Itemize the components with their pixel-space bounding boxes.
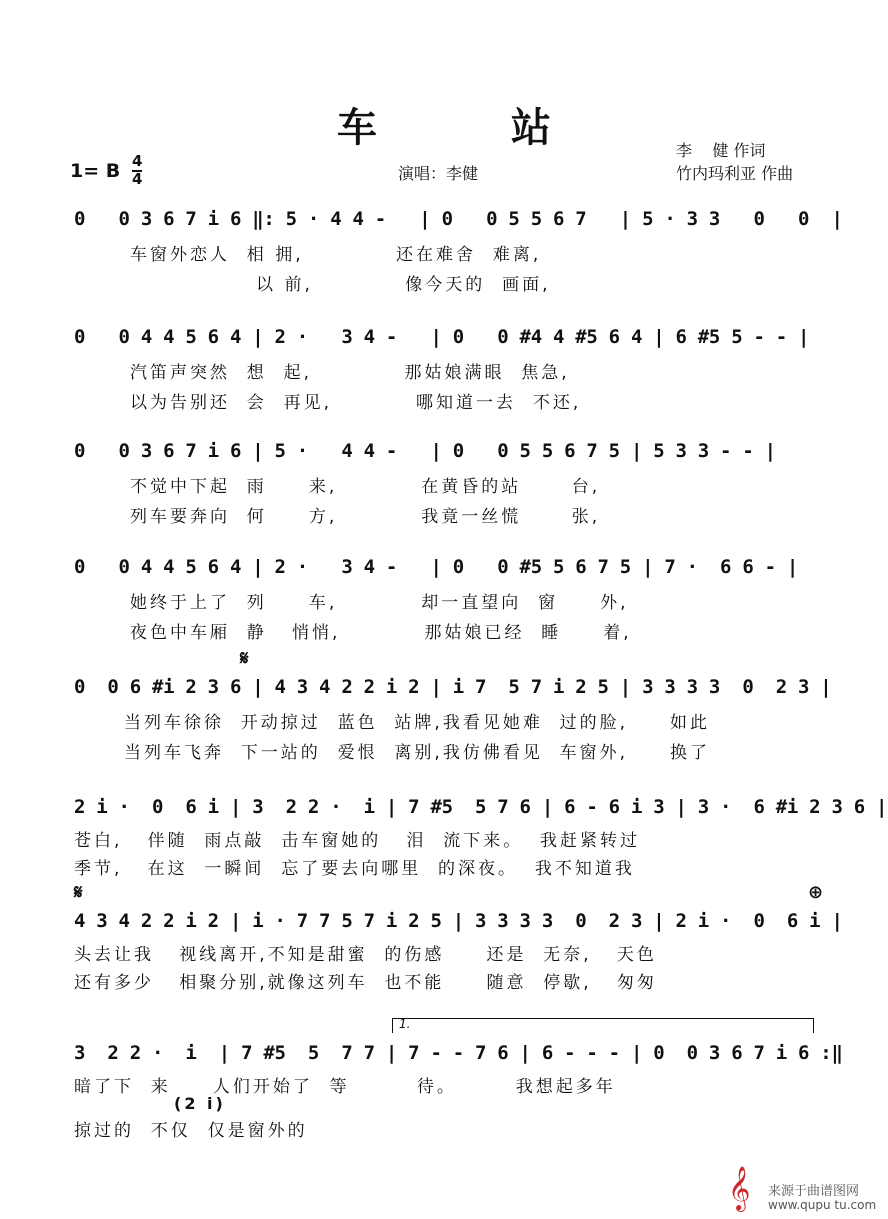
notes-line: 2 i · 0 6 i | 3 2 2 · i | 7 #5 5 7 6 | 6 - 6 i 3 | 3 · 6 #i 2 3 6 | bbox=[74, 796, 888, 818]
page-title: 车 站 bbox=[337, 105, 611, 151]
notes-line: 0 0 3 6 7 i 6 ‖: 5 · 4 4 - | 0 0 5 5 6 7 | 5 · 3 3 0 0 | bbox=[74, 208, 843, 230]
lyric-verse-1: 汽笛声突然 想 起, 那姑娘满眼 焦急, bbox=[130, 363, 570, 383]
lyric-verse-1: 头去让我 视线离开,不知是甜蜜 的伤感 还是 无奈, 天色 bbox=[74, 945, 657, 965]
notes-line: 4 3 4 2 2 i 2 | i · 7 7 5 7 i 2 5 | 3 3 3 3 0 2 3 | 2 i · 0 6 i | bbox=[74, 910, 843, 932]
lyric-verse-1: 车窗外恋人 相 拥, 还在难舍 难离, bbox=[130, 245, 542, 265]
key-signature: 1= B bbox=[70, 160, 121, 182]
composer-credit: 竹内玛利亚 作曲 bbox=[676, 164, 794, 183]
notes-line: 0 0 4 4 5 6 4 | 2 · 3 4 - | 0 0 #5 5 6 7 5 | 7 · 6 6 - | bbox=[74, 556, 799, 578]
notes-line: 0 0 4 4 5 6 4 | 2 · 3 4 - | 0 0 #4 4 #5 6 4 | 6 #5 5 - - | bbox=[74, 326, 810, 348]
singer-credit: 演唱：李健 bbox=[398, 164, 479, 183]
coda-sign: ⊕ bbox=[808, 882, 824, 903]
time-sig-top: 4 bbox=[132, 152, 143, 170]
notes-line: 3 2 2 · i | 7 #5 5 7 7 | 7 - - 7 6 | 6 - - - | 0 0 3 6 7 i 6 :‖ bbox=[74, 1042, 843, 1064]
notes-line: 0 0 6 #i 2 3 6 | 4 3 4 2 2 i 2 | i 7 5 7 i 2 5 | 3 3 3 3 0 2 3 | bbox=[74, 676, 832, 698]
segno-sign-2: 𝄋 bbox=[74, 880, 83, 904]
lyricist-credit: 李 健 作词 bbox=[676, 141, 766, 160]
lyric-verse-1: 她终于上了 列 车, 却一直望向 窗 外, bbox=[130, 593, 629, 613]
lyric-verse-2: 当列车飞奔 下一站的 爱恨 离别,我仿佛看见 车窗外, 换了 bbox=[124, 743, 711, 763]
time-signature bbox=[132, 154, 142, 187]
watermark-text: 来源于曲谱图网 bbox=[768, 1184, 860, 1199]
lyric-verse-2: 以为告别还 会 再见, 哪知道一去 不还, bbox=[130, 393, 582, 413]
lyric-verse-1: 暗了下 来 人们开始了 等 待。 我想起多年 bbox=[74, 1077, 616, 1097]
watermark-url: www.qupu tu.com bbox=[768, 1198, 877, 1212]
lyric-verse-2: 掠过的 不仅 仅是窗外的 bbox=[74, 1121, 308, 1141]
alt-notes: (2 i) bbox=[174, 1094, 226, 1113]
lyric-verse-2: 以 前, 像今天的 画面, bbox=[130, 275, 551, 295]
lyric-verse-2: 季节, 在这 一瞬间 忘了要去向哪里 的深夜。 我不知道我 bbox=[74, 859, 635, 879]
treble-clef-icon: 𝄞 bbox=[728, 1166, 751, 1210]
notes-line: 0 0 3 6 7 i 6 | 5 · 4 4 - | 0 0 5 5 6 7 5 | 5 3 3 - - | bbox=[74, 440, 776, 462]
lyric-verse-2: 夜色中车厢 静 悄悄, 那姑娘已经 睡 着, bbox=[130, 623, 632, 643]
lyric-verse-1: 苍白, 伴随 雨点敲 击车窗她的 泪 流下来。 我赶紧转过 bbox=[74, 831, 641, 851]
lyric-verse-2: 还有多少 相聚分别,就像这列车 也不能 随意 停歇, 匆匆 bbox=[74, 973, 657, 993]
volta-label: 1. bbox=[399, 1017, 411, 1031]
first-ending-bracket bbox=[392, 1018, 814, 1033]
lyric-verse-1: 不觉中下起 雨 来, 在黄昏的站 台, bbox=[130, 477, 601, 497]
lyric-verse-2: 列车要奔向 何 方, 我竟一丝慌 张, bbox=[130, 507, 601, 527]
segno-sign: 𝄋 bbox=[240, 646, 249, 670]
time-sig-bottom: 4 bbox=[132, 170, 143, 188]
lyric-verse-1: 当列车徐徐 开动掠过 蓝色 站牌,我看见她难 过的脸, 如此 bbox=[124, 713, 711, 733]
